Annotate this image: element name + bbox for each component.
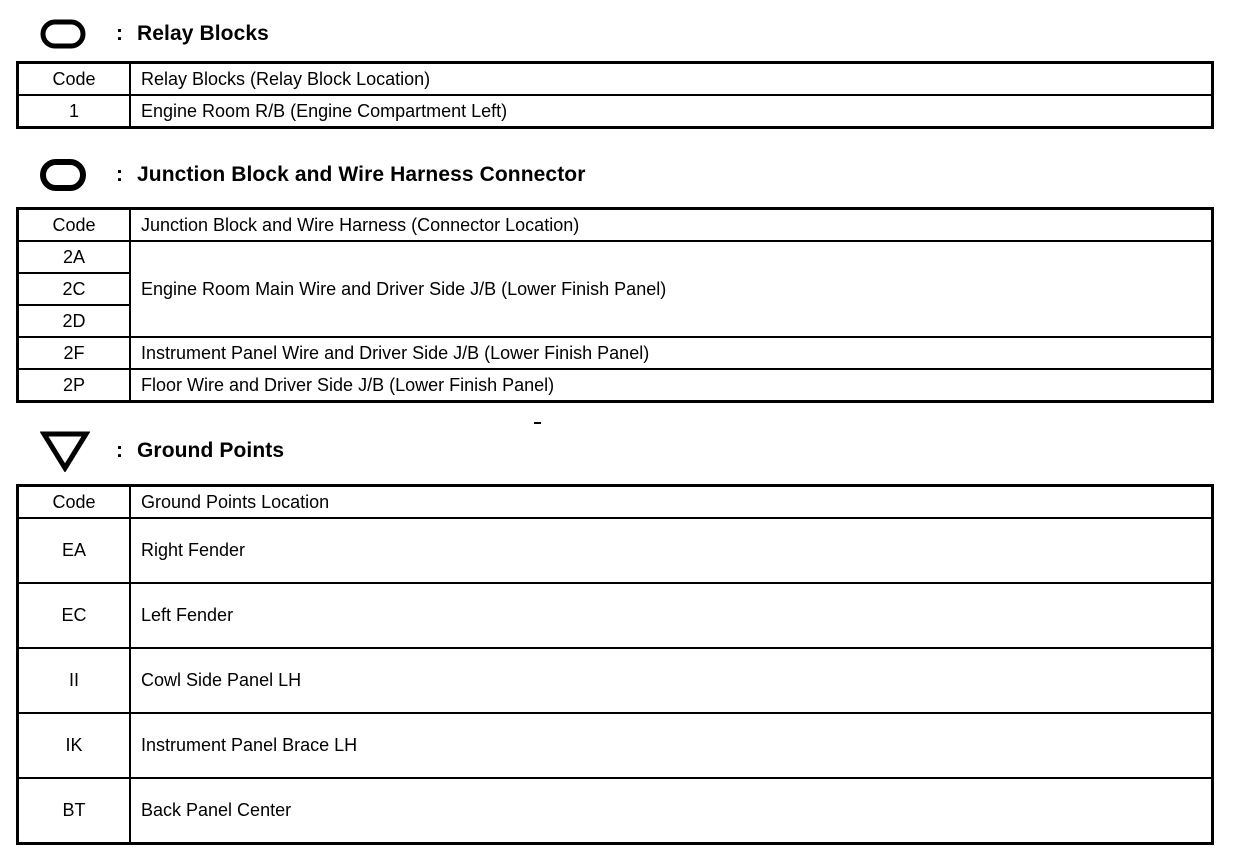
table-row	[18, 648, 1213, 713]
code-header: Code	[18, 209, 131, 242]
code-cell: 2F	[18, 337, 131, 369]
code-cell: 1	[18, 95, 131, 128]
code-cell: IK	[18, 713, 131, 778]
table-row	[18, 369, 1213, 402]
table-header-row	[18, 209, 1213, 242]
relay-blocks-table	[16, 61, 1214, 129]
code-cell: EA	[18, 518, 131, 583]
junction-colon: :	[116, 163, 123, 186]
location-header: Junction Block and Wire Harness (Connector Location)	[130, 209, 1213, 242]
table-row	[18, 778, 1213, 844]
ground-points-title: Ground Points	[137, 439, 285, 462]
location-cell: Engine Room Main Wire and Driver Side J/B (Lower Finish Panel)	[130, 241, 1213, 337]
ground-point-symbol-icon	[40, 431, 90, 471]
relay-blocks-heading	[40, 14, 269, 54]
junction-block-title: Junction Block and Wire Harness Connector	[137, 163, 586, 186]
location-cell: Floor Wire and Driver Side J/B (Lower Finish Panel)	[130, 369, 1213, 402]
ground-points-heading	[40, 431, 284, 471]
junction-block-symbol-icon	[40, 155, 90, 195]
code-cell: EC	[18, 583, 131, 648]
location-header: Ground Points Location	[130, 486, 1213, 519]
code-cell: 2A	[18, 241, 131, 273]
relay-blocks-title: Relay Blocks	[137, 22, 269, 45]
location-cell: Instrument Panel Wire and Driver Side J/B (Lower Finish Panel)	[130, 337, 1213, 369]
code-cell: BT	[18, 778, 131, 844]
stray-mark	[534, 422, 541, 424]
code-cell: 2D	[18, 305, 131, 337]
code-cell: II	[18, 648, 131, 713]
code-header: Code	[18, 486, 131, 519]
relay-colon: :	[116, 22, 123, 45]
table-row	[18, 241, 1213, 273]
code-cell: 2C	[18, 273, 131, 305]
ground-colon: :	[116, 439, 123, 462]
table-row	[18, 518, 1213, 583]
table-row	[18, 337, 1213, 369]
junction-block-table	[16, 207, 1214, 403]
code-cell: 2P	[18, 369, 131, 402]
location-cell: Cowl Side Panel LH	[130, 648, 1213, 713]
ground-points-table	[16, 484, 1214, 845]
table-row	[18, 583, 1213, 648]
table-row	[18, 95, 1213, 128]
table-row	[18, 713, 1213, 778]
table-header-row	[18, 63, 1213, 96]
table-header-row	[18, 486, 1213, 519]
code-header: Code	[18, 63, 131, 96]
location-cell: Left Fender	[130, 583, 1213, 648]
junction-block-heading	[40, 155, 586, 195]
location-header: Relay Blocks (Relay Block Location)	[130, 63, 1213, 96]
location-cell: Right Fender	[130, 518, 1213, 583]
location-cell: Instrument Panel Brace LH	[130, 713, 1213, 778]
relay-block-symbol-icon	[40, 14, 90, 54]
location-cell: Back Panel Center	[130, 778, 1213, 844]
location-cell: Engine Room R/B (Engine Compartment Left)	[130, 95, 1213, 128]
